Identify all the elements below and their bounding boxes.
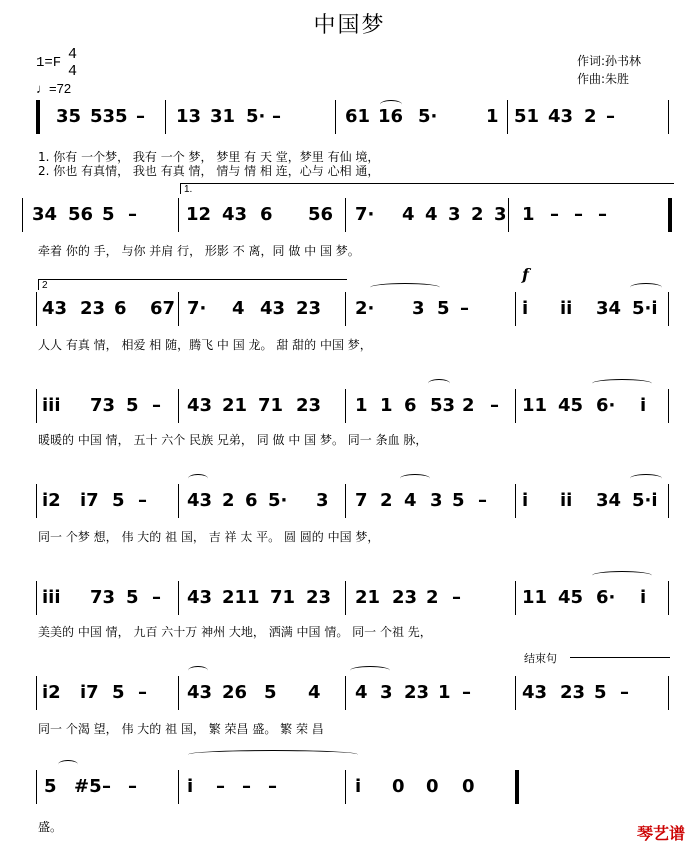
bar-line [36, 292, 37, 326]
note: – [490, 395, 499, 416]
slur-mark [380, 100, 402, 109]
note: i [522, 298, 529, 319]
bar-line [335, 100, 336, 134]
note: 4 [232, 298, 245, 319]
bar-line [668, 198, 672, 232]
note: 6 [260, 204, 273, 225]
note: 43 [187, 490, 213, 511]
note: – [606, 106, 615, 127]
note: 43 [187, 682, 213, 703]
note: 6 [114, 298, 127, 319]
score-row [0, 106, 699, 178]
tempo-marking: ♩=72 [36, 81, 72, 96]
note: i [640, 395, 647, 416]
note: 23 [296, 298, 322, 319]
note: – [128, 204, 137, 225]
note: – [550, 204, 559, 225]
bar-line [515, 389, 516, 423]
score-row [0, 204, 699, 258]
score-row [0, 682, 699, 736]
note: ii [560, 490, 573, 511]
note: 6· [596, 395, 616, 416]
note: 2· [355, 298, 375, 319]
note: i7 [80, 682, 99, 703]
note: 23 [80, 298, 106, 319]
bar-line [22, 198, 23, 232]
note: 5· [268, 490, 288, 511]
bar-line [178, 770, 179, 804]
bar-line [345, 198, 346, 232]
note: 4 [402, 204, 415, 225]
note: i7 [80, 490, 99, 511]
note: 3 [494, 204, 507, 225]
note: 1 [355, 395, 368, 416]
note: 7· [187, 298, 207, 319]
coda-line [570, 657, 670, 658]
time-signature [68, 46, 77, 80]
note: 71 [270, 587, 296, 608]
time-signature-bottom: 4 [68, 63, 78, 80]
note: 6 [245, 490, 258, 511]
note: 23 [296, 395, 322, 416]
lyric-line-verse-2: 2. 你也 有真情， 我也 有真 情， 情与 情 相 连，心与 心相 通， [38, 164, 380, 178]
site-logo: 琴艺谱 [636, 824, 685, 843]
volta-1: 1. [180, 183, 674, 194]
bar-line [507, 100, 508, 134]
note: 34 [596, 490, 622, 511]
bar-line [345, 770, 346, 804]
note: 3 [380, 682, 393, 703]
slur-mark [630, 474, 662, 483]
note: 34 [32, 204, 58, 225]
note: – [136, 106, 145, 127]
note: 56 [308, 204, 334, 225]
score-row [0, 490, 699, 544]
bar-line [36, 100, 40, 134]
bar-line [178, 389, 179, 423]
note: 73 [90, 587, 116, 608]
note: 5 [112, 682, 125, 703]
slur-mark [592, 571, 652, 580]
slur-mark [58, 760, 78, 769]
note: – [460, 298, 469, 319]
note: – [138, 682, 147, 703]
score-row [0, 395, 699, 447]
lyric-line: 人人 有真 情， 相爱 相 随，腾飞 中 国 龙。 甜 甜的 中国 梦， [38, 338, 372, 352]
note: – [128, 776, 137, 797]
note: 43 [42, 298, 68, 319]
note: 43 [548, 106, 574, 127]
note: iii [42, 587, 61, 608]
bar-line [345, 389, 346, 423]
note: i [522, 490, 529, 511]
bar-line [668, 484, 669, 518]
note: 51 [514, 106, 540, 127]
note: 3 [430, 490, 443, 511]
note: 11 [522, 587, 548, 608]
bar-line [178, 581, 179, 615]
bar-line [668, 581, 669, 615]
note: – [242, 776, 251, 797]
note: i [355, 776, 362, 797]
note: 211 [222, 587, 260, 608]
note: 43 [187, 395, 213, 416]
slur-mark [630, 283, 662, 292]
note: 6· [596, 587, 616, 608]
coda-label: 结束句 [524, 652, 557, 665]
note: – [152, 587, 161, 608]
bar-line [36, 484, 37, 518]
note: – [478, 490, 487, 511]
note: 5 [112, 490, 125, 511]
bar-line [36, 581, 37, 615]
note: 43 [187, 587, 213, 608]
note: 5 [102, 204, 115, 225]
lyric-line: 同一 个梦 想， 伟 大的 祖 国， 吉 祥 太 平。 圆 圆的 中国 梦， [38, 530, 380, 544]
time-signature-top: 4 [68, 46, 78, 63]
bar-line [515, 676, 516, 710]
bar-line [165, 100, 166, 134]
key-signature: 1=F [36, 55, 62, 71]
note: 5· [418, 106, 438, 127]
bar-line [178, 292, 179, 326]
note: 67 [150, 298, 176, 319]
note: 73 [90, 395, 116, 416]
bar-line [178, 484, 179, 518]
note: 5 [437, 298, 450, 319]
note: ii [560, 298, 573, 319]
note: 4 [355, 682, 368, 703]
note: 2 [584, 106, 597, 127]
note: 12 [186, 204, 212, 225]
note: 71 [258, 395, 284, 416]
score-row [0, 298, 699, 352]
score-row [0, 587, 699, 639]
note: 2 [462, 395, 475, 416]
bar-line [515, 292, 516, 326]
note: 5 [44, 776, 57, 797]
bar-line [36, 770, 37, 804]
lyric-line: 1. 你有 一个梦， 我有 一个 梦， 梦里 有 天 堂，梦里 有仙 境， [38, 150, 380, 164]
slur-mark [592, 379, 652, 388]
note: – [620, 682, 629, 703]
note: 23 [560, 682, 586, 703]
bar-line [508, 198, 509, 232]
lyric-line: 牵着 你的 手， 与你 并肩 行， 形影 不 离，同 做 中 国 梦。 [38, 244, 360, 258]
composer-credit: 作曲:朱胜 [577, 72, 630, 86]
song-title: 中国梦 [313, 13, 386, 38]
note: 56 [68, 204, 94, 225]
note: 5 [126, 587, 139, 608]
note: 3 [316, 490, 329, 511]
note: i2 [42, 682, 61, 703]
note: 5· [246, 106, 266, 127]
note: 1 [380, 395, 393, 416]
note: 43 [222, 204, 248, 225]
bar-line [668, 100, 669, 134]
lyric-line: 同一 个渴 望， 伟 大的 祖 国， 繁 荣昌 盛。 繁 荣 昌 [38, 722, 324, 736]
note: – [152, 395, 161, 416]
lyric-line: 暖暖的 中国 情， 五十 六个 民族 兄弟， 同 做 中 国 梦。 同一 条血 脉， [38, 433, 428, 447]
note: 0 [462, 776, 475, 797]
note: 7· [355, 204, 375, 225]
slur-mark [428, 379, 450, 388]
note: i [187, 776, 194, 797]
note: – [268, 776, 277, 797]
note: 1 [522, 204, 535, 225]
note: – [138, 490, 147, 511]
note: 43 [522, 682, 548, 703]
dynamic-marking: f [522, 265, 529, 284]
bar-line [668, 292, 669, 326]
note: 3 [448, 204, 461, 225]
note: 6 [404, 395, 417, 416]
note: 2 [222, 490, 235, 511]
slur-mark [188, 474, 208, 483]
bar-line [178, 198, 179, 232]
note: 16 [378, 106, 404, 127]
note: – [102, 776, 111, 797]
bar-line [345, 676, 346, 710]
note: 5 [264, 682, 277, 703]
note: 45 [558, 587, 584, 608]
lyric-line: 美美的 中国 情， 九百 六十万 神州 大地， 洒满 中国 情。 同一 个祖 先， [38, 625, 432, 639]
note: – [272, 106, 281, 127]
bar-line [36, 389, 37, 423]
note: 4 [308, 682, 321, 703]
note: 3 [412, 298, 425, 319]
bar-line [668, 389, 669, 423]
note: 43 [260, 298, 286, 319]
bar-line [345, 292, 346, 326]
note: iii [42, 395, 61, 416]
note: 535 [90, 106, 128, 127]
bar-line [345, 484, 346, 518]
note: 5 [126, 395, 139, 416]
note: 53 [430, 395, 456, 416]
note: 34 [596, 298, 622, 319]
note: 11 [522, 395, 548, 416]
note: – [598, 204, 607, 225]
slur-mark [400, 474, 430, 483]
note: 5·i [632, 490, 658, 511]
note: i2 [42, 490, 61, 511]
volta-2: 2 [38, 279, 347, 290]
note: 2 [471, 204, 484, 225]
note: 31 [210, 106, 236, 127]
bar-line [515, 770, 519, 804]
note: 23 [404, 682, 430, 703]
note: – [452, 587, 461, 608]
lyric-line: 盛。 [38, 820, 63, 834]
note: 1 [486, 106, 499, 127]
note: 5·i [632, 298, 658, 319]
slur-mark [370, 283, 440, 292]
note: 4 [404, 490, 417, 511]
note: 4 [425, 204, 438, 225]
lyricist-credit: 作词:孙书林 [577, 54, 642, 68]
note: 5 [452, 490, 465, 511]
note: 7 [355, 490, 368, 511]
slur-mark [188, 666, 208, 675]
note: 23 [392, 587, 418, 608]
note: 23 [306, 587, 332, 608]
bar-line [345, 581, 346, 615]
note: – [462, 682, 471, 703]
note: 35 [56, 106, 82, 127]
note: i [640, 587, 647, 608]
note: 61 [345, 106, 371, 127]
note: 45 [558, 395, 584, 416]
note: 26 [222, 682, 248, 703]
note: 0 [392, 776, 405, 797]
note: 13 [176, 106, 202, 127]
bar-line [668, 676, 669, 710]
slur-mark [350, 666, 390, 675]
slur-mark [188, 750, 358, 759]
bar-line [36, 676, 37, 710]
note: 21 [355, 587, 381, 608]
note: – [216, 776, 225, 797]
note: 0 [426, 776, 439, 797]
note: 2 [426, 587, 439, 608]
bar-line [515, 484, 516, 518]
note: 21 [222, 395, 248, 416]
bar-line [515, 581, 516, 615]
note: 2 [380, 490, 393, 511]
note: #5 [74, 776, 102, 797]
note: 1 [438, 682, 451, 703]
bar-line [178, 676, 179, 710]
note: 5 [594, 682, 607, 703]
note: – [574, 204, 583, 225]
